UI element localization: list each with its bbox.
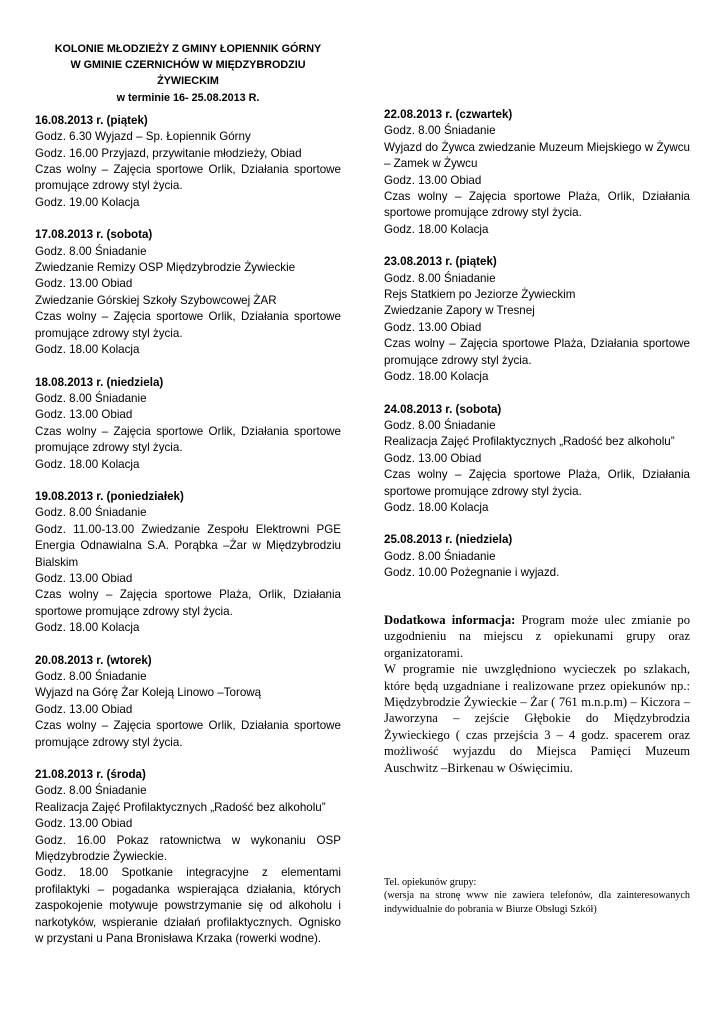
day-schedule-2013-08-23	[384, 254, 690, 385]
day-schedule-2013-08-19	[35, 489, 341, 637]
schedule-line: Wyjazd na Górę Żar Koleją Linowo –Torową	[35, 686, 262, 700]
schedule-line: Czas wolny – Zajęcia sportowe Plaża, Orlik, Działania sportowe promujące zdrowy styl życia.	[384, 190, 690, 220]
schedule-line: Realizacja Zajęć Profilaktycznych „Radość bez alkoholu”	[35, 800, 326, 814]
schedule-line: Godz. 13.00 Obiad	[35, 277, 133, 291]
day-schedule-2013-08-25	[384, 532, 690, 581]
schedule-line: Godz. 19.00 Kolacja	[35, 195, 140, 209]
schedule-line: Wyjazd do Żywca zwiedzanie Muzeum Miejskiego w Żywcu – Zamek w Żywcu	[384, 140, 690, 171]
schedule-line: Zwiedzanie Górskiej Szkoły Szybowcowej ŻAR	[35, 293, 277, 307]
schedule-line: Godz. 13.00 Obiad	[384, 173, 482, 187]
schedule-line: Czas wolny – Zajęcia sportowe Orlik, Działania sportowe promujące zdrowy styl życia.	[35, 163, 341, 193]
schedule-line: Godz. 13.00 Obiad	[384, 451, 482, 465]
day-heading: 22.08.2013 r. (czwartek)	[384, 108, 513, 121]
schedule-line: Czas wolny – Zajęcia sportowe Orlik, Działania sportowe promujące zdrowy styl życia.	[35, 310, 341, 340]
trails-note: W programie nie uwzględniono wycieczek po szlakach, które będą uzgadniane i realizowane przez opiekunów np.: Międzybrodzie Żywieckie – Żar ( 761 m.n.p.m) – Kiczora – Jaworzyna – zejście Głębokie do Międzybrodzia Żywieckiego ( czas przejścia 3 – 4 godz. spacerem oraz możliwość wyjazdu do Miejsca Pamięci Muzeum Auschwitz –Birkenau w Oświęcimiu.	[384, 662, 690, 775]
day-schedule-2013-08-22	[384, 107, 690, 238]
schedule-line: Godz. 6.30 Wyjazd – Sp. Łopiennik Górny	[35, 130, 251, 144]
day-heading: 21.08.2013 r. (środa)	[35, 768, 146, 782]
document-title	[35, 41, 341, 106]
day-heading: 16.08.2013 r. (piątek)	[35, 113, 148, 127]
schedule-line: Godz. 13.00 Obiad	[384, 320, 482, 334]
title-line: ŻYWIECKIM	[157, 75, 219, 88]
schedule-line: Czas wolny – Zajęcia sportowe Plaża, Orlik, Działania sportowe promujące zdrowy styl życia.	[35, 588, 341, 618]
schedule-line: Godz. 8.00 Śniadanie	[35, 244, 147, 258]
left-column	[35, 41, 341, 964]
title-line: KOLONIE MŁODZIEŻY Z GMINY ŁOPIENNIK GÓRNY	[54, 43, 322, 55]
schedule-line: Godz. 8.00 Śniadanie	[384, 271, 496, 285]
schedule-line: Godz. 10.00 Pożegnanie i wyjazd.	[384, 566, 560, 580]
day-schedule-2013-08-18	[35, 375, 341, 473]
right-column	[384, 107, 690, 598]
schedule-line: Godz. 8.00 Śniadanie	[35, 670, 147, 683]
schedule-line: Godz. 18.00 Kolacja	[384, 500, 489, 514]
schedule-line: Godz. 18.00 Spotkanie integracyjne z elementami profilaktyki – pogadanka wspierająca działania, których zaspokojenie motywuje powstrzymanie się od alkoholu i narkotyków, wspieranie działań profilaktycznych. Ognisko w przystani u Pana Bronisława Krzaka (rowerki wodne).	[35, 866, 341, 946]
schedule-line: Czas wolny – Zajęcia sportowe Orlik, Działania sportowe promujące zdrowy styl życia.	[35, 424, 341, 455]
day-heading: 18.08.2013 r. (niedziela)	[35, 375, 164, 389]
schedule-line: Godz. 11.00-13.00 Zwiedzanie Zespołu Elektrowni PGE Energia Odnawialna S.A. Porąbka –Żar w Międzybrodziu Bialskim	[35, 522, 341, 569]
day-heading: 17.08.2013 r. (sobota)	[35, 228, 153, 242]
day-schedule-2013-08-21	[35, 767, 341, 947]
day-schedule-2013-08-20	[35, 653, 341, 751]
schedule-line: Godz. 18.00 Kolacja	[35, 621, 140, 635]
schedule-line: Godz. 8.00 Śniadanie	[384, 124, 496, 138]
day-heading: 20.08.2013 r. (wtorek)	[35, 653, 152, 667]
schedule-line: Zwiedzanie Zapory w Tresnej	[384, 304, 535, 318]
schedule-line: Godz. 13.00 Obiad	[35, 817, 133, 831]
schedule-line: Godz. 8.00 Śniadanie	[384, 549, 496, 563]
schedule-line: Godz. 18.00 Kolacja	[35, 457, 140, 471]
day-schedule-2013-08-24	[384, 402, 690, 517]
schedule-line: Rejs Statkiem po Jeziorze Żywieckim	[384, 288, 576, 302]
phone-note: (wersja na stronę www nie zawiera telefonów, dla zainteresowanych indywidualnie do pobrania w Biurze Obsługi Szkół)	[384, 890, 690, 915]
additional-info-label: Dodatkowa informacja:	[384, 613, 516, 627]
schedule-line: Godz. 13.00 Obiad	[35, 702, 133, 716]
schedule-line: Godz. 16.00 Pokaz ratownictwa w wykonaniu OSP Międzybrodzie Żywieckie.	[35, 833, 341, 864]
day-heading: 25.08.2013 r. (niedziela)	[384, 533, 513, 547]
schedule-line: Czas wolny – Zajęcia sportowe Orlik, Działania sportowe promujące zdrowy styl życia.	[35, 719, 341, 749]
schedule-line: Godz. 18.00 Kolacja	[384, 370, 489, 384]
day-schedule-2013-08-16	[35, 113, 341, 211]
day-schedule-2013-08-17	[35, 227, 341, 358]
additional-info	[384, 612, 690, 776]
schedule-line: Czas wolny – Zajęcia sportowe Plaża, Orlik, Działania sportowe promujące zdrowy styl życia.	[384, 468, 690, 498]
additional-info-text: Program może ulec zmianie po uzgodnieniu na miejscu z opiekunami grupy oraz organizatorami.	[384, 613, 690, 660]
title-line: w terminie 16- 25.08.2013 R.	[116, 91, 260, 104]
day-heading: 19.08.2013 r. (poniedziałek)	[35, 489, 184, 503]
schedule-line: Godz. 8.00 Śniadanie	[35, 784, 147, 798]
schedule-line: Godz. 18.00 Kolacja	[384, 222, 489, 236]
schedule-line: Godz. 13.00 Obiad	[35, 408, 133, 422]
day-heading: 23.08.2013 r. (piątek)	[384, 255, 497, 269]
schedule-line: Zwiedzanie Remizy OSP Międzybrodzie Żywieckie	[35, 261, 296, 275]
schedule-line: Godz. 16.00 Przyjazd, przywitanie młodzieży, Obiad	[35, 146, 302, 160]
schedule-line: Godz. 18.00 Kolacja	[35, 343, 140, 357]
schedule-line: Godz. 8.00 Śniadanie	[384, 418, 496, 432]
schedule-line: Realizacja Zajęć Profilaktycznych „Radość bez alkoholu”	[384, 435, 675, 449]
day-heading: 24.08.2013 r. (sobota)	[384, 402, 502, 416]
schedule-line: Godz. 8.00 Śniadanie	[35, 506, 147, 520]
schedule-line: Godz. 13.00 Obiad	[35, 571, 133, 585]
schedule-line: Godz. 8.00 Śniadanie	[35, 391, 147, 405]
phone-label: Tel. opiekunów grupy:	[384, 877, 477, 888]
phone-section	[384, 876, 690, 916]
schedule-line: Czas wolny – Zajęcia sportowe Plaża, Działania sportowe promujące zdrowy styl życia.	[384, 337, 690, 367]
title-line: W GMINIE CZERNICHÓW W MIĘDZYBRODZIU	[70, 59, 306, 72]
